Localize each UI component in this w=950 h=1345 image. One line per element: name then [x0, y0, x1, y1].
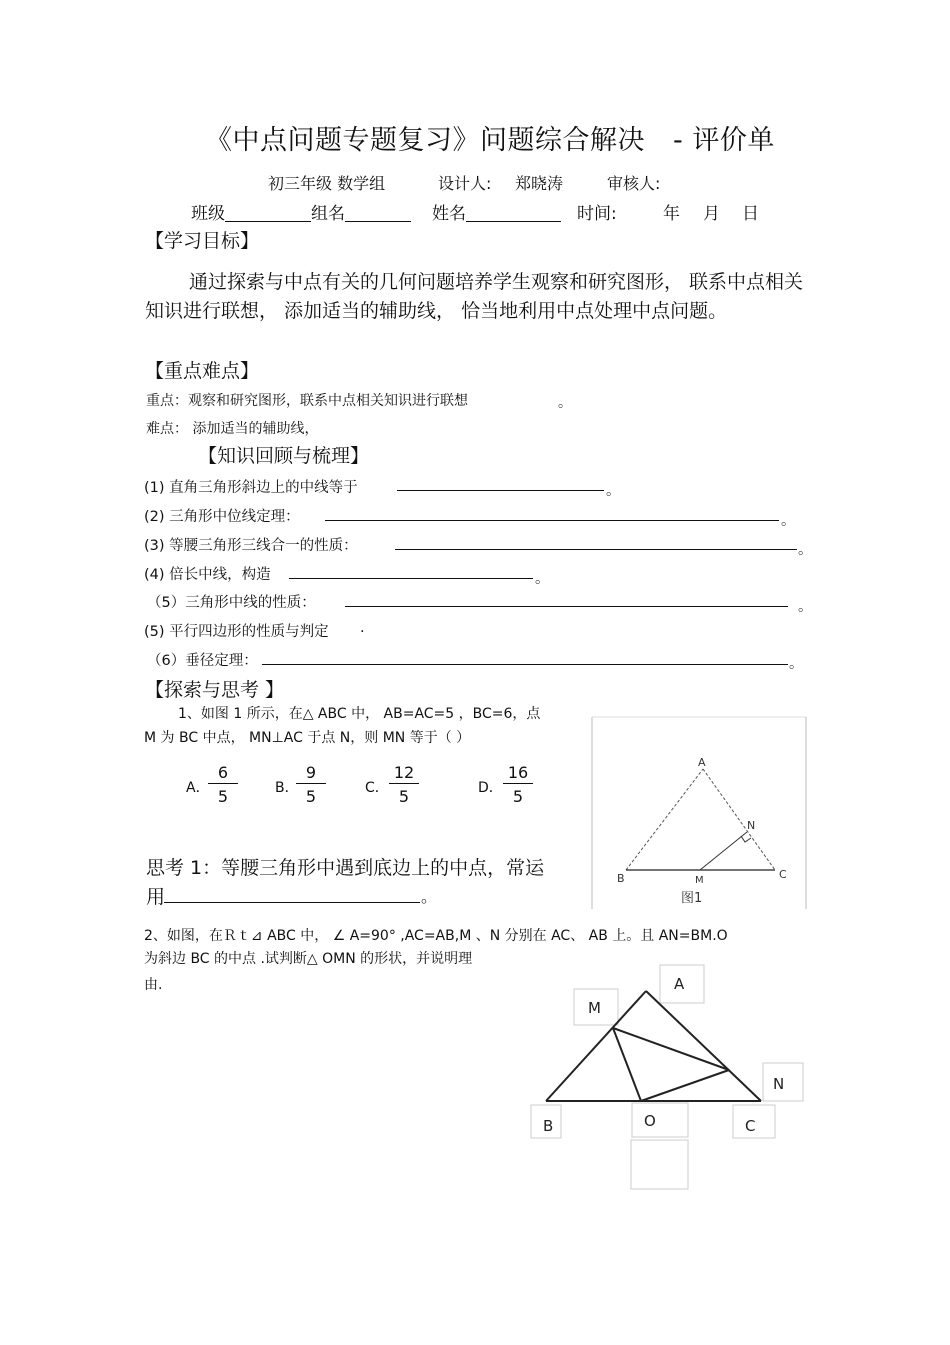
keypoints-heading: 【重点难点】	[145, 360, 260, 382]
class-blank[interactable]	[225, 203, 311, 222]
choice-b-num: 9	[296, 763, 326, 784]
day-label: 日	[742, 204, 759, 224]
review-blank-2[interactable]	[325, 520, 779, 521]
month-label: 月	[703, 204, 720, 224]
title-suffix: - 评价单	[673, 125, 775, 156]
key-point-text: 重点：观察和研究图形，联系中点相关知识进行联想	[146, 393, 468, 409]
review-end-6: .	[360, 620, 365, 636]
reviewer-label: 审核人:	[607, 174, 661, 193]
review-end-5: 。	[798, 599, 813, 615]
name-blank[interactable]	[466, 203, 561, 222]
review-end-4: 。	[535, 571, 550, 587]
fig1-right-angle	[741, 836, 751, 842]
review-blank-7[interactable]	[262, 664, 788, 665]
review-end-2: 。	[781, 513, 796, 529]
choice-c-label: C．	[365, 780, 389, 796]
review-item-2: (2) 三角形中位线定理：	[144, 509, 300, 525]
think1-line-2-label: 用	[146, 886, 166, 908]
name-field	[432, 199, 561, 224]
review-heading: 【知识回顾与梳理】	[198, 445, 370, 467]
class-label: 班级	[191, 204, 225, 224]
fig1-label-b: B	[617, 872, 625, 885]
choice-b-den: 5	[305, 787, 317, 806]
group-blank[interactable]	[345, 203, 411, 222]
fig2-label-b: B	[543, 1117, 554, 1135]
fig1-label-c: C	[779, 868, 787, 881]
class-field	[191, 199, 411, 224]
review-item-7: （6）垂径定理：	[147, 653, 258, 669]
explore-heading: 【探索与思考 】	[145, 679, 285, 701]
fig2-box-o	[632, 1103, 688, 1137]
review-end-3: 。	[798, 542, 813, 558]
goals-heading: 【学习目标】	[145, 230, 260, 252]
title-main: 《中点问题专题复习》问题综合解决	[205, 125, 645, 156]
difficult-point-text: 难点： 添加适当的辅助线，	[146, 421, 319, 437]
fig1-label-n: N	[747, 819, 756, 832]
think1-end: 。	[421, 887, 438, 906]
group-label: 组名	[311, 204, 345, 224]
figure-2	[520, 960, 820, 1192]
review-blank-1[interactable]	[397, 490, 604, 491]
choice-d-label: D．	[478, 780, 503, 796]
fig1-label-m: M	[695, 875, 704, 886]
review-blank-5[interactable]	[345, 606, 788, 607]
page-title	[205, 118, 775, 157]
fig2-box-empty	[631, 1140, 688, 1189]
key-point-end: 。	[558, 395, 572, 411]
review-item-3: (3) 等腰三角形三线合一的性质：	[144, 538, 358, 554]
fig2-label-n: N	[773, 1075, 785, 1093]
designer-name: 郑晓涛	[515, 174, 564, 193]
think1-line-1: 思考 1：等腰三角形中遇到底边上的中点，常运	[146, 857, 545, 879]
name-label: 姓名	[432, 204, 466, 224]
designer-label: 设计人:	[438, 174, 492, 193]
q2-line-2: 为斜边 BC 的中点 .试判断△ OMN 的形状，并说明理	[144, 951, 473, 967]
choice-d-den: 5	[512, 787, 524, 806]
choice-a-den: 5	[217, 787, 229, 806]
grade-group: 初三年级 数学组	[268, 174, 386, 193]
choice-c-den: 5	[398, 787, 410, 806]
fig2-label-o: O	[644, 1112, 656, 1130]
think1-blank[interactable]	[164, 902, 420, 903]
time-label: 时间:	[577, 204, 617, 224]
review-end-1: 。	[606, 483, 621, 499]
choice-b-label: B．	[275, 780, 299, 796]
q1-line-1: 1、如图 1 所示，在△ ABC 中， AB=AC=5 ，BC=6，点	[178, 706, 541, 722]
q1-line-2: M 为 BC 中点， MN⊥AC 于点 N，则 MN 等于（ ）	[144, 730, 471, 746]
review-item-1: (1) 直角三角形斜边上的中线等于	[144, 480, 358, 496]
fig2-segment-mo	[613, 1028, 641, 1101]
year-label: 年	[663, 204, 680, 224]
choice-c-fraction[interactable]	[389, 763, 419, 806]
figure-1	[591, 716, 808, 909]
fig1-side-ac	[703, 769, 775, 870]
choice-a-fraction[interactable]	[208, 763, 238, 806]
goals-text: 通过探索与中点有关的几何问题培养学生观察和研究图形， 联系中点相关知识进行联想， 添加适当的辅助线， 恰当地利用中点处理中点问题。	[145, 271, 804, 322]
fig2-label-m: M	[588, 999, 601, 1017]
fig2-label-c: C	[745, 1117, 756, 1135]
choice-a-num: 6	[208, 763, 238, 784]
fig1-segment-mn	[700, 832, 747, 870]
review-blank-4[interactable]	[289, 578, 533, 579]
choice-a-label: A．	[186, 780, 210, 796]
review-item-6: (5) 平行四边形的性质与判定	[144, 624, 329, 640]
fig1-side-ab	[626, 769, 703, 870]
choice-b-fraction[interactable]	[296, 763, 326, 806]
choice-d-fraction[interactable]	[503, 763, 533, 806]
review-end-7: 。	[789, 656, 804, 672]
q2-line-1: 2、如图，在Ｒｔ⊿ ABC 中， ∠ A=90° ,AC=AB,M 、N 分别在 AC、 AB 上。且 AN=BM.O	[144, 928, 728, 944]
fig2-label-a: A	[674, 975, 685, 993]
choice-d-num: 16	[503, 763, 533, 784]
review-item-4: (4) 倍长中线，构造	[144, 567, 271, 583]
fig1-caption: 图1	[681, 891, 703, 906]
review-blank-3[interactable]	[395, 549, 797, 550]
q2-line-3: 由.	[144, 977, 163, 993]
fig2-segment-mn	[613, 1028, 729, 1070]
review-item-5: （5）三角形中线的性质：	[147, 595, 316, 611]
fig1-label-a: A	[698, 756, 706, 769]
choice-c-num: 12	[389, 763, 419, 784]
fig2-segment-on	[641, 1070, 729, 1101]
